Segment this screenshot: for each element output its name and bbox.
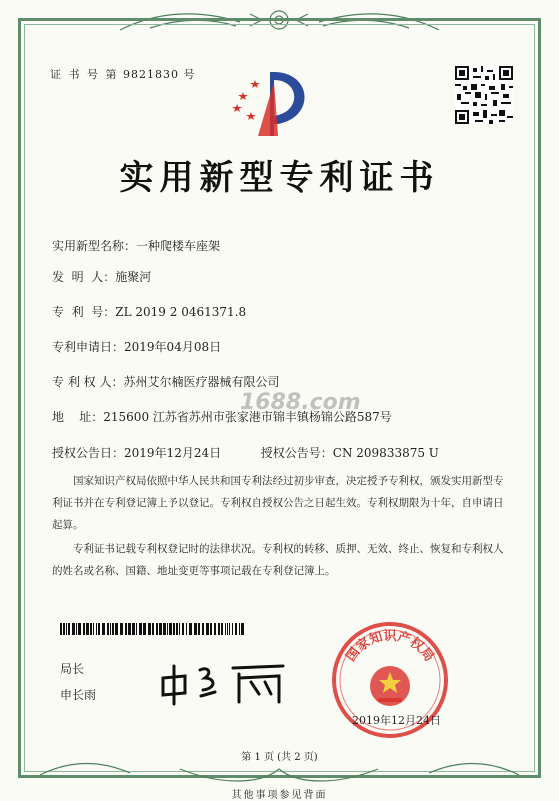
patent-holder-label: 专 利 权 人：	[52, 375, 124, 389]
paragraph-grant-statement: 国家知识产权局依照中华人民共和国专利法经过初步审查，决定授予专利权，颁发实用新型专利证书并在专利登记簿上予以登记。专利权自授权公告之日起生效。专利权期限为十年，自申请日起算。	[52, 475, 504, 531]
patent-number-row	[52, 303, 246, 320]
footer-note: 其他事项参见背面	[231, 790, 328, 801]
application-date-value: 2019年04月08日	[124, 340, 222, 354]
utility-model-name-label: 实用新型名称：	[52, 239, 137, 253]
barcode	[60, 623, 245, 635]
grant-row	[52, 444, 439, 461]
patent-holder-row	[52, 373, 279, 390]
page-number: 第 1 页 (共 2 页)	[241, 752, 318, 763]
director-title: 局长	[60, 662, 85, 676]
seal-date: 2019年12月24日	[352, 714, 441, 727]
utility-model-name-value: 一种爬楼车座架	[136, 239, 221, 253]
certificate-number	[50, 66, 196, 82]
address-label: 地 址：	[52, 410, 104, 424]
utility-model-name-row	[52, 237, 220, 254]
director-signature	[155, 648, 295, 708]
application-date-label: 专利申请日：	[52, 340, 125, 354]
watermark: 1688.com	[240, 390, 361, 415]
certificate-number-suffix: 号	[183, 68, 196, 81]
inventor-label: 发 明 人：	[52, 270, 116, 284]
grant-date-value: 2019年12月24日	[124, 446, 222, 460]
patent-number-label: 专 利 号：	[52, 305, 116, 319]
application-date-row	[52, 338, 221, 355]
certificate-title: 实用新型专利证书	[119, 158, 440, 198]
certificate-number-value: 9821830	[123, 68, 179, 81]
inventor-value: 施聚河	[115, 270, 152, 284]
grant-number-value: CN 209833875 U	[332, 446, 439, 460]
grant-number-label: 授权公告号：	[260, 446, 333, 460]
patent-number-value: ZL 2019 2 0461371.8	[115, 305, 247, 319]
certificate-number-label: 证 书 号 第	[50, 68, 119, 81]
qr-code	[455, 66, 513, 124]
director-name: 申长雨	[60, 688, 97, 702]
cnipa-logo	[230, 62, 320, 142]
grant-date-label: 授权公告日：	[52, 446, 125, 460]
address-value: 215600 江苏省苏州市张家港市锦丰镇杨锦公路587号	[103, 410, 392, 424]
paragraph-legal-status: 专利证书记载专利权登记时的法律状况。专利权的转移、质押、无效、终止、恢复和专利权人的姓名或名称、国籍、地址变更等事项记载在专利登记簿上。	[52, 543, 504, 577]
inventor-row	[52, 268, 151, 285]
patent-holder-value: 苏州艾尔楠医疗器械有限公司	[123, 375, 280, 389]
seal-text: 国家知识产权局	[343, 629, 437, 665]
